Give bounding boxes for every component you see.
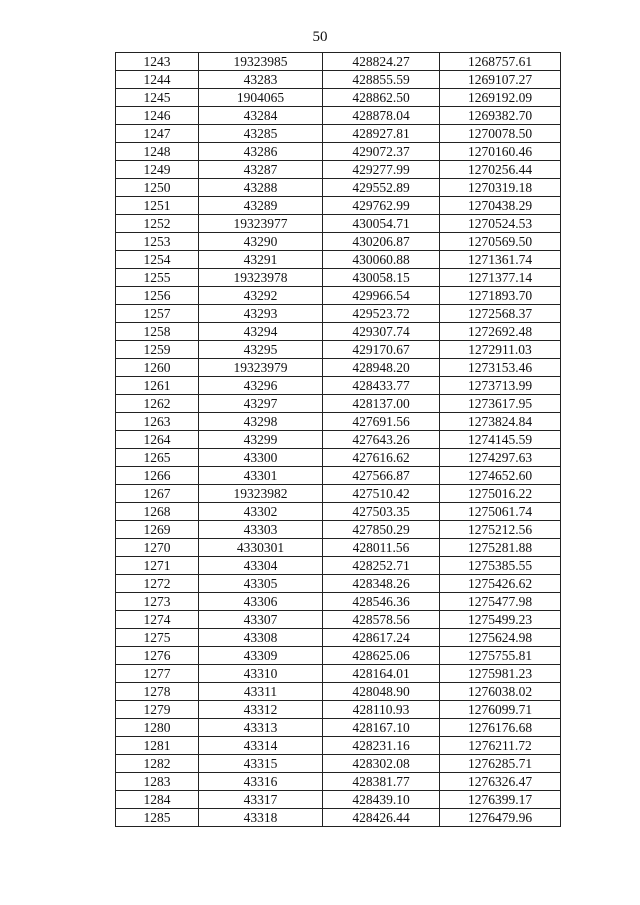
table-row xyxy=(116,161,561,179)
point-number-cell: 1253 xyxy=(116,233,199,251)
x-coordinate-cell: 427510.42 xyxy=(323,485,440,503)
table-row xyxy=(116,251,561,269)
point-number-cell: 1249 xyxy=(116,161,199,179)
table-row xyxy=(116,593,561,611)
x-coordinate-cell: 427691.56 xyxy=(323,413,440,431)
x-coordinate-cell: 429277.99 xyxy=(323,161,440,179)
point-id-cell: 43316 xyxy=(199,773,323,791)
y-coordinate-cell: 1270256.44 xyxy=(440,161,561,179)
table-row xyxy=(116,791,561,809)
y-coordinate-cell: 1275981.23 xyxy=(440,665,561,683)
point-id-cell: 43303 xyxy=(199,521,323,539)
table-row xyxy=(116,179,561,197)
table-row xyxy=(116,449,561,467)
point-number-cell: 1265 xyxy=(116,449,199,467)
table-row xyxy=(116,647,561,665)
table-row xyxy=(116,755,561,773)
x-coordinate-cell: 429307.74 xyxy=(323,323,440,341)
table-row xyxy=(116,539,561,557)
table-row xyxy=(116,665,561,683)
point-number-cell: 1285 xyxy=(116,809,199,827)
y-coordinate-cell: 1275281.88 xyxy=(440,539,561,557)
point-number-cell: 1245 xyxy=(116,89,199,107)
point-number-cell: 1254 xyxy=(116,251,199,269)
x-coordinate-cell: 428164.01 xyxy=(323,665,440,683)
y-coordinate-cell: 1272911.03 xyxy=(440,341,561,359)
y-coordinate-cell: 1270319.18 xyxy=(440,179,561,197)
point-id-cell: 4330301 xyxy=(199,539,323,557)
x-coordinate-cell: 427643.26 xyxy=(323,431,440,449)
point-id-cell: 19323978 xyxy=(199,269,323,287)
point-number-cell: 1252 xyxy=(116,215,199,233)
table-row xyxy=(116,107,561,125)
point-id-cell: 43317 xyxy=(199,791,323,809)
point-number-cell: 1259 xyxy=(116,341,199,359)
x-coordinate-cell: 428137.00 xyxy=(323,395,440,413)
point-id-cell: 43294 xyxy=(199,323,323,341)
x-coordinate-cell: 428231.16 xyxy=(323,737,440,755)
point-number-cell: 1260 xyxy=(116,359,199,377)
x-coordinate-cell: 429523.72 xyxy=(323,305,440,323)
point-id-cell: 43306 xyxy=(199,593,323,611)
table-row xyxy=(116,395,561,413)
page-number: 50 xyxy=(312,29,328,45)
table-row xyxy=(116,269,561,287)
table-row xyxy=(116,701,561,719)
point-id-cell: 43309 xyxy=(199,647,323,665)
point-number-cell: 1256 xyxy=(116,287,199,305)
y-coordinate-cell: 1275385.55 xyxy=(440,557,561,575)
point-number-cell: 1261 xyxy=(116,377,199,395)
point-number-cell: 1270 xyxy=(116,539,199,557)
point-id-cell: 43313 xyxy=(199,719,323,737)
point-number-cell: 1283 xyxy=(116,773,199,791)
table-row xyxy=(116,377,561,395)
y-coordinate-cell: 1275499.23 xyxy=(440,611,561,629)
x-coordinate-cell: 429966.54 xyxy=(323,287,440,305)
point-id-cell: 43298 xyxy=(199,413,323,431)
table-row xyxy=(116,197,561,215)
table-row xyxy=(116,611,561,629)
y-coordinate-cell: 1275212.56 xyxy=(440,521,561,539)
y-coordinate-cell: 1273713.99 xyxy=(440,377,561,395)
point-id-cell: 19323982 xyxy=(199,485,323,503)
y-coordinate-cell: 1273153.46 xyxy=(440,359,561,377)
point-number-cell: 1251 xyxy=(116,197,199,215)
x-coordinate-cell: 429762.99 xyxy=(323,197,440,215)
table-row xyxy=(116,557,561,575)
table-row xyxy=(116,305,561,323)
coordinates-table xyxy=(115,52,561,827)
y-coordinate-cell: 1276326.47 xyxy=(440,773,561,791)
x-coordinate-cell: 428439.10 xyxy=(323,791,440,809)
point-number-cell: 1277 xyxy=(116,665,199,683)
x-coordinate-cell: 428617.24 xyxy=(323,629,440,647)
y-coordinate-cell: 1275477.98 xyxy=(440,593,561,611)
x-coordinate-cell: 428011.56 xyxy=(323,539,440,557)
y-coordinate-cell: 1271377.14 xyxy=(440,269,561,287)
y-coordinate-cell: 1276099.71 xyxy=(440,701,561,719)
point-id-cell: 43311 xyxy=(199,683,323,701)
point-id-cell: 43307 xyxy=(199,611,323,629)
x-coordinate-cell: 429552.89 xyxy=(323,179,440,197)
table-row xyxy=(116,467,561,485)
table-row xyxy=(116,71,561,89)
point-number-cell: 1248 xyxy=(116,143,199,161)
point-number-cell: 1250 xyxy=(116,179,199,197)
y-coordinate-cell: 1275755.81 xyxy=(440,647,561,665)
point-id-cell: 43283 xyxy=(199,71,323,89)
point-number-cell: 1246 xyxy=(116,107,199,125)
table-row xyxy=(116,323,561,341)
table-row xyxy=(116,413,561,431)
y-coordinate-cell: 1275016.22 xyxy=(440,485,561,503)
point-id-cell: 43290 xyxy=(199,233,323,251)
point-id-cell: 43287 xyxy=(199,161,323,179)
point-id-cell: 43289 xyxy=(199,197,323,215)
x-coordinate-cell: 428578.56 xyxy=(323,611,440,629)
point-id-cell: 43285 xyxy=(199,125,323,143)
x-coordinate-cell: 428167.10 xyxy=(323,719,440,737)
point-id-cell: 43310 xyxy=(199,665,323,683)
y-coordinate-cell: 1276399.17 xyxy=(440,791,561,809)
table-row xyxy=(116,233,561,251)
y-coordinate-cell: 1272692.48 xyxy=(440,323,561,341)
x-coordinate-cell: 430054.71 xyxy=(323,215,440,233)
point-id-cell: 43315 xyxy=(199,755,323,773)
y-coordinate-cell: 1269107.27 xyxy=(440,71,561,89)
table-row xyxy=(116,521,561,539)
table-row xyxy=(116,809,561,827)
point-number-cell: 1269 xyxy=(116,521,199,539)
x-coordinate-cell: 429170.67 xyxy=(323,341,440,359)
x-coordinate-cell: 428546.36 xyxy=(323,593,440,611)
table-row xyxy=(116,89,561,107)
y-coordinate-cell: 1276285.71 xyxy=(440,755,561,773)
point-id-cell: 43296 xyxy=(199,377,323,395)
point-id-cell: 43312 xyxy=(199,701,323,719)
y-coordinate-cell: 1274145.59 xyxy=(440,431,561,449)
point-id-cell: 43284 xyxy=(199,107,323,125)
point-number-cell: 1273 xyxy=(116,593,199,611)
y-coordinate-cell: 1271893.70 xyxy=(440,287,561,305)
x-coordinate-cell: 428426.44 xyxy=(323,809,440,827)
point-id-cell: 43292 xyxy=(199,287,323,305)
point-number-cell: 1257 xyxy=(116,305,199,323)
x-coordinate-cell: 428348.26 xyxy=(323,575,440,593)
table-row xyxy=(116,431,561,449)
y-coordinate-cell: 1273824.84 xyxy=(440,413,561,431)
table-row xyxy=(116,215,561,233)
point-id-cell: 43305 xyxy=(199,575,323,593)
point-id-cell: 43293 xyxy=(199,305,323,323)
point-number-cell: 1264 xyxy=(116,431,199,449)
y-coordinate-cell: 1276479.96 xyxy=(440,809,561,827)
point-number-cell: 1263 xyxy=(116,413,199,431)
table-row xyxy=(116,503,561,521)
point-number-cell: 1266 xyxy=(116,467,199,485)
y-coordinate-cell: 1268757.61 xyxy=(440,53,561,71)
x-coordinate-cell: 430060.88 xyxy=(323,251,440,269)
point-number-cell: 1258 xyxy=(116,323,199,341)
point-number-cell: 1247 xyxy=(116,125,199,143)
x-coordinate-cell: 428302.08 xyxy=(323,755,440,773)
x-coordinate-cell: 429072.37 xyxy=(323,143,440,161)
x-coordinate-cell: 427566.87 xyxy=(323,467,440,485)
x-coordinate-cell: 430058.15 xyxy=(323,269,440,287)
point-id-cell: 43295 xyxy=(199,341,323,359)
point-id-cell: 43297 xyxy=(199,395,323,413)
y-coordinate-cell: 1270569.50 xyxy=(440,233,561,251)
point-id-cell: 19323979 xyxy=(199,359,323,377)
x-coordinate-cell: 428381.77 xyxy=(323,773,440,791)
y-coordinate-cell: 1271361.74 xyxy=(440,251,561,269)
x-coordinate-cell: 427503.35 xyxy=(323,503,440,521)
point-id-cell: 19323985 xyxy=(199,53,323,71)
point-id-cell: 43291 xyxy=(199,251,323,269)
x-coordinate-cell: 428110.93 xyxy=(323,701,440,719)
point-number-cell: 1268 xyxy=(116,503,199,521)
point-number-cell: 1280 xyxy=(116,719,199,737)
y-coordinate-cell: 1274297.63 xyxy=(440,449,561,467)
y-coordinate-cell: 1274652.60 xyxy=(440,467,561,485)
point-id-cell: 1904065 xyxy=(199,89,323,107)
table-row xyxy=(116,359,561,377)
y-coordinate-cell: 1275061.74 xyxy=(440,503,561,521)
point-number-cell: 1271 xyxy=(116,557,199,575)
y-coordinate-cell: 1275426.62 xyxy=(440,575,561,593)
table-row xyxy=(116,719,561,737)
table-row xyxy=(116,287,561,305)
point-id-cell: 43300 xyxy=(199,449,323,467)
y-coordinate-cell: 1272568.37 xyxy=(440,305,561,323)
x-coordinate-cell: 428862.50 xyxy=(323,89,440,107)
point-id-cell: 43299 xyxy=(199,431,323,449)
x-coordinate-cell: 428433.77 xyxy=(323,377,440,395)
y-coordinate-cell: 1269382.70 xyxy=(440,107,561,125)
point-number-cell: 1275 xyxy=(116,629,199,647)
point-number-cell: 1243 xyxy=(116,53,199,71)
table-row xyxy=(116,53,561,71)
point-number-cell: 1255 xyxy=(116,269,199,287)
y-coordinate-cell: 1276211.72 xyxy=(440,737,561,755)
point-number-cell: 1278 xyxy=(116,683,199,701)
point-number-cell: 1282 xyxy=(116,755,199,773)
x-coordinate-cell: 428855.59 xyxy=(323,71,440,89)
point-id-cell: 43314 xyxy=(199,737,323,755)
table-row xyxy=(116,485,561,503)
point-id-cell: 43308 xyxy=(199,629,323,647)
point-id-cell: 43286 xyxy=(199,143,323,161)
point-number-cell: 1267 xyxy=(116,485,199,503)
x-coordinate-cell: 428878.04 xyxy=(323,107,440,125)
point-number-cell: 1272 xyxy=(116,575,199,593)
x-coordinate-cell: 428048.90 xyxy=(323,683,440,701)
point-id-cell: 43304 xyxy=(199,557,323,575)
point-id-cell: 43302 xyxy=(199,503,323,521)
table-row xyxy=(116,341,561,359)
point-number-cell: 1279 xyxy=(116,701,199,719)
y-coordinate-cell: 1270438.29 xyxy=(440,197,561,215)
y-coordinate-cell: 1276038.02 xyxy=(440,683,561,701)
y-coordinate-cell: 1270524.53 xyxy=(440,215,561,233)
point-number-cell: 1276 xyxy=(116,647,199,665)
point-number-cell: 1262 xyxy=(116,395,199,413)
point-id-cell: 43288 xyxy=(199,179,323,197)
table-row xyxy=(116,143,561,161)
point-id-cell: 43301 xyxy=(199,467,323,485)
x-coordinate-cell: 427850.29 xyxy=(323,521,440,539)
point-id-cell: 43318 xyxy=(199,809,323,827)
point-number-cell: 1274 xyxy=(116,611,199,629)
y-coordinate-cell: 1269192.09 xyxy=(440,89,561,107)
point-id-cell: 19323977 xyxy=(199,215,323,233)
y-coordinate-cell: 1275624.98 xyxy=(440,629,561,647)
x-coordinate-cell: 428948.20 xyxy=(323,359,440,377)
y-coordinate-cell: 1270160.46 xyxy=(440,143,561,161)
y-coordinate-cell: 1270078.50 xyxy=(440,125,561,143)
x-coordinate-cell: 430206.87 xyxy=(323,233,440,251)
table-row xyxy=(116,773,561,791)
table-row xyxy=(116,575,561,593)
x-coordinate-cell: 428252.71 xyxy=(323,557,440,575)
table-row xyxy=(116,737,561,755)
x-coordinate-cell: 428927.81 xyxy=(323,125,440,143)
table-row xyxy=(116,629,561,647)
point-number-cell: 1244 xyxy=(116,71,199,89)
x-coordinate-cell: 427616.62 xyxy=(323,449,440,467)
point-number-cell: 1281 xyxy=(116,737,199,755)
table-row xyxy=(116,683,561,701)
point-number-cell: 1284 xyxy=(116,791,199,809)
x-coordinate-cell: 428824.27 xyxy=(323,53,440,71)
y-coordinate-cell: 1276176.68 xyxy=(440,719,561,737)
x-coordinate-cell: 428625.06 xyxy=(323,647,440,665)
table-row xyxy=(116,125,561,143)
y-coordinate-cell: 1273617.95 xyxy=(440,395,561,413)
